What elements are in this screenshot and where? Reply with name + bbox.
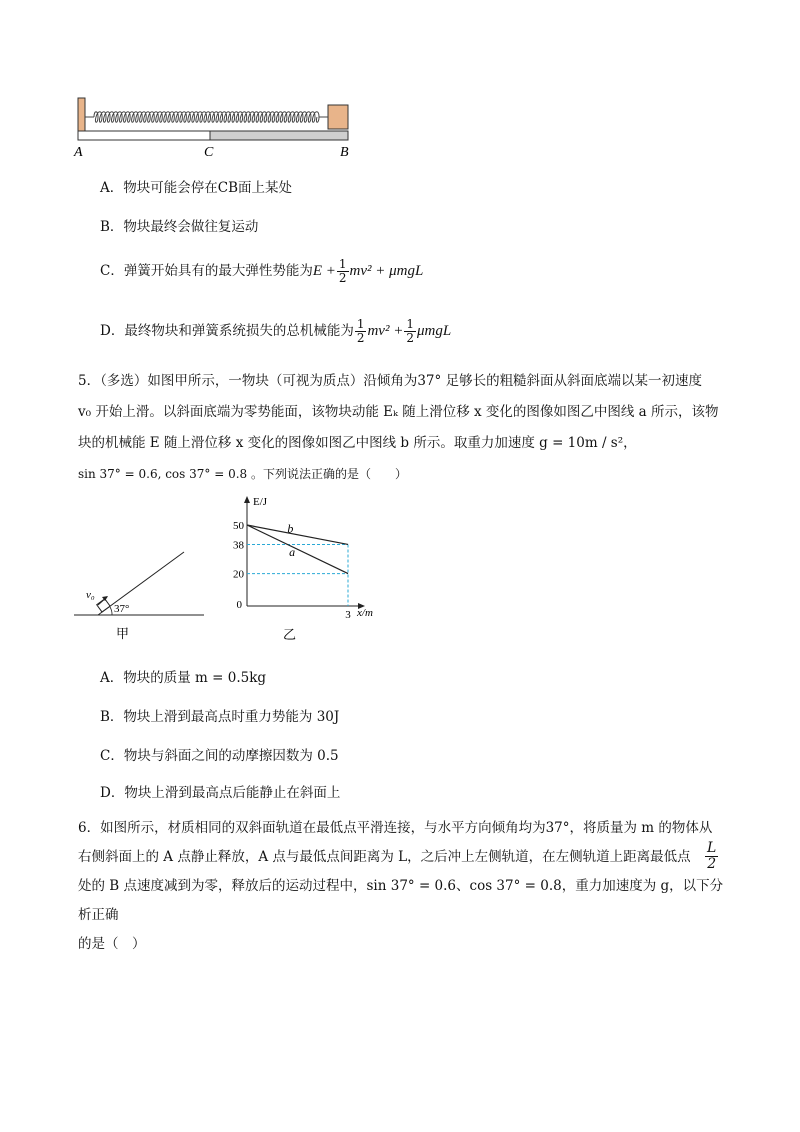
q5-line4: sin 37° = 0.6, cos 37° = 0.8 。下列说法正确的是（ ） xyxy=(78,467,407,481)
label-b: B xyxy=(340,145,349,160)
q4-d-expr-post: μmgL xyxy=(416,323,452,339)
q6-line2: 右侧斜面上的 A 点静止释放，A 点与最低点间距离为 L，之后冲上左侧轨道，在左侧轨道上距离最低点 xyxy=(78,849,691,865)
q4-d-frac-1: $\frac{1}{2}$ xyxy=(356,317,365,345)
q5-number: 5．（多选） xyxy=(78,373,148,389)
q6-frac: $\frac{L}{2}$ xyxy=(707,840,717,872)
surface-ac xyxy=(78,131,210,140)
q4-d-frac-2: $\frac{1}{2}$ xyxy=(406,317,414,345)
q5-line3: 块的机械能 E 随上滑位移 x 变化的图像如图乙中图线 b 所示。取重力加速度 g = 10m / s²， xyxy=(78,435,637,451)
q4-c-frac: $\frac{1}{2}$ xyxy=(338,257,347,285)
q4-c-expr-pre: E + xyxy=(312,263,336,279)
q5-option-b: B．物块上滑到最高点时重力势能为 30J xyxy=(100,709,340,725)
q4-option-d-text: D．最终物块和弹簧系统损失的总机械能为 xyxy=(100,323,354,339)
q5-stem xyxy=(78,366,728,490)
label-c: C xyxy=(204,145,214,160)
q6-line3: 处的 B 点速度减到为零，释放后的运动过程中，sin 37° = 0.6、cos 37° = 0.8，重力加速度为 g，以下分析正确 xyxy=(78,878,724,923)
y-tick-38: 38 xyxy=(233,539,244,552)
y-axis-arrow xyxy=(244,496,250,503)
block xyxy=(328,105,348,129)
q6-line4: 的是（ ） xyxy=(78,936,146,952)
q5-option-a: A．物块的质量 m = 0.5kg xyxy=(100,670,267,686)
series-line-b xyxy=(247,525,348,544)
q4-c-expr-post: mv² + μmgL xyxy=(349,263,424,279)
q4-option-c-text: C．弹簧开始具有的最大弹性势能为 xyxy=(100,263,313,279)
label-a: A xyxy=(74,145,83,160)
q6-line1: 6．如图所示，材质相同的双斜面轨道在最低点平滑连接，与水平方向倾角均为37°，将质量为 m 的物体从 xyxy=(78,820,713,836)
q4-option-c xyxy=(100,258,423,285)
x-tick-3: 3 xyxy=(345,609,351,621)
caption-yi: 乙 xyxy=(283,627,297,642)
spring xyxy=(94,112,319,123)
series-line-a xyxy=(247,525,348,574)
q4-option-d xyxy=(100,318,451,345)
y-tick-20: 20 xyxy=(233,568,244,581)
q4-option-a: A．物块可能会停在CB面上某处 xyxy=(100,180,292,196)
label-angle: 37° xyxy=(114,603,130,615)
q5-line1: 如图甲所示，一物块（可视为质点）沿倾角为37° 足够长的粗糙斜面从斜面底端以某一初速度 xyxy=(147,373,703,389)
series-label-b: b xyxy=(287,521,294,536)
y-tick-0: 0 xyxy=(236,599,242,611)
q4-option-b: B．物块最终会做往复运动 xyxy=(100,219,259,235)
q5-line2: v₀ 开始上滑。以斜面底端为零势能面，该物块动能 Eₖ 随上滑位移 x 变化的图像如图乙中图线 a 所示，该物 xyxy=(78,404,719,420)
q5-option-c: C．物块与斜面之间的动摩擦因数为 0.5 xyxy=(100,748,339,764)
surface-cb xyxy=(210,131,348,140)
y-tick-50: 50 xyxy=(233,520,244,532)
series-label-a: a xyxy=(289,544,296,559)
y-axis-label: E/J xyxy=(253,496,268,508)
q5-option-d: D．物块上滑到最高点后能静止在斜面上 xyxy=(100,785,341,801)
incline-line xyxy=(98,552,184,615)
q4-d-expr-mid: mv² + xyxy=(367,323,404,339)
spring-block-figure xyxy=(70,95,370,165)
caption-jia: 甲 xyxy=(116,626,130,641)
label-v0: v₀ xyxy=(86,589,95,601)
x-axis-label: x/m xyxy=(357,607,373,619)
q6-stem xyxy=(78,814,728,959)
left-wall xyxy=(78,98,85,131)
incline-figure xyxy=(72,545,212,645)
energy-graph xyxy=(225,490,385,645)
